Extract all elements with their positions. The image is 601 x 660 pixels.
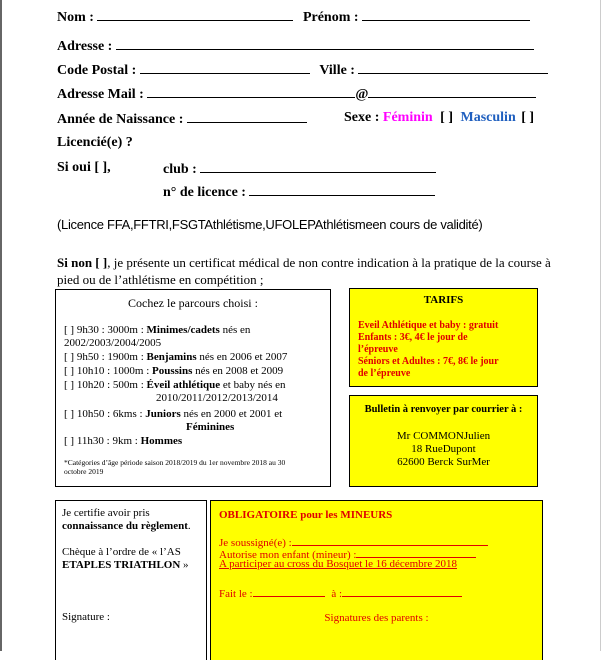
bulletin-street: 18 RueDupont <box>411 443 476 455</box>
tarifs-line: Eveil Athlétique et baby : gratuit <box>358 320 499 331</box>
si-oui-checkbox[interactable]: Si oui [ ], <box>57 160 111 175</box>
mail-field-user[interactable] <box>147 85 355 98</box>
mail-row <box>57 85 536 103</box>
mail-field-domain[interactable] <box>368 85 536 98</box>
enfant-field[interactable] <box>356 546 476 558</box>
certif-line1: Je certifie avoir pris <box>62 507 150 519</box>
mail-label: Adresse Mail : <box>57 87 144 102</box>
parcours-item-line2: Féminines <box>186 421 235 433</box>
parcours-item[interactable]: [ ] 9h30 : 3000m : Minimes/cadets nés en <box>64 324 251 336</box>
parcours-item[interactable]: [ ] 9h50 : 1900m : Benjamins nés en 2006 et 2007 <box>64 351 288 363</box>
si-non-checkbox[interactable]: Si non [ ] <box>57 255 108 270</box>
tarifs-line: Enfants : 3€, 4€ le jour de <box>358 332 468 343</box>
mineurs-line3: A participer au cross du Bosquet le 16 décembre 2018 <box>219 558 457 570</box>
fait-le-label: Fait le : <box>219 588 253 600</box>
ville-field[interactable] <box>358 61 548 74</box>
page-edge-left <box>0 0 2 651</box>
sexe-row <box>344 110 534 126</box>
bulletin-city: 62600 Berck SurMer <box>397 456 490 468</box>
at-sign: @ <box>355 87 369 102</box>
nom-label: Nom : <box>57 10 94 25</box>
certif-line2-row <box>62 520 191 532</box>
sexe-label: Sexe : <box>344 110 380 125</box>
parcours-note-line1: *Catégories d’âge période saison 2018/2019 du 1er novembre 2018 au 30 <box>64 458 286 467</box>
licence-num-field[interactable] <box>249 183 435 196</box>
code-postal-field[interactable] <box>140 61 310 74</box>
mineurs-box <box>210 500 543 660</box>
prenom-field[interactable] <box>362 8 530 21</box>
parcours-item[interactable]: [ ] 10h20 : 500m : Éveil athlétique et baby nés en <box>64 379 286 391</box>
bulletin-title: Bulletin à renvoyer par courrier à : <box>364 404 523 415</box>
adresse-row <box>57 37 534 55</box>
nom-row <box>57 8 530 26</box>
parcours-item-line2: 2010/2011/2012/2013/2014 <box>156 392 278 404</box>
tarifs-line: l’épreuve <box>358 344 398 355</box>
ville-label: Ville : <box>319 63 355 78</box>
prenom-label: Prénom : <box>302 10 359 25</box>
certif-line2: connaissance du règlement <box>62 520 188 532</box>
club-label: club : <box>163 162 197 177</box>
tarifs-line: Séniors et Adultes : 7€, 8€ le jour <box>358 356 499 367</box>
bulletin-box <box>349 395 538 487</box>
tarifs-box <box>349 288 538 387</box>
licence-num-label: n° de licence : <box>163 185 246 200</box>
fait-le-row <box>219 585 462 600</box>
code-postal-label: Code Postal : <box>57 63 137 78</box>
parcours-item[interactable]: [ ] 10h50 : 6kms : Juniors nés en 2000 et 2001 et <box>64 408 283 420</box>
feminin-label: Féminin <box>382 110 433 125</box>
masculin-checkbox[interactable]: [ ] <box>521 110 535 125</box>
annee-row <box>57 110 307 128</box>
signatures-parents: Signatures des parents : <box>324 612 429 624</box>
nom-field[interactable] <box>97 8 293 21</box>
licence-row <box>163 183 435 201</box>
parcours-note-line2: octobre 2019 <box>64 467 104 476</box>
annee-field[interactable] <box>187 110 307 123</box>
cheque-line2: ETAPLES TRIATHLON <box>62 559 181 571</box>
parcours-title: Cochez le parcours choisi : <box>128 296 258 310</box>
a-field[interactable] <box>342 585 462 597</box>
adresse-label: Adresse : <box>57 39 113 54</box>
club-row <box>163 160 436 178</box>
parcours-box <box>55 289 331 487</box>
tarifs-title: TARIFS <box>423 294 464 306</box>
si-non-text2: pied ou de l’athlétisme en compétition ; <box>57 272 264 287</box>
cp-ville-row <box>57 61 548 79</box>
parcours-item[interactable]: [ ] 10h10 : 1000m : Poussins nés en 2008 et 2009 <box>64 365 284 377</box>
certif-period: . <box>187 520 191 532</box>
si-non-line1 <box>57 255 551 271</box>
a-label: à : <box>331 588 343 600</box>
autorise-label: Autorise mon enfant (mineur) : <box>219 549 357 561</box>
cheque-line2-row <box>62 559 189 571</box>
certif-box <box>55 500 207 660</box>
fait-le-field[interactable] <box>253 585 325 597</box>
soussigne-field[interactable] <box>292 534 488 546</box>
licence-note: (Licence FFA,FFTRI,FSGTAthlétisme,UFOLEPAthlétismeen cours de validité) <box>57 217 483 232</box>
annee-label: Année de Naissance : <box>57 112 184 127</box>
parcours-item-line2: 2002/2003/2004/2005 <box>64 337 162 349</box>
tarifs-line: de l’épreuve <box>358 368 411 379</box>
masculin-label: Masculin <box>460 110 516 125</box>
parcours-item[interactable]: [ ] 11h30 : 9km : Hommes <box>64 435 183 447</box>
cheque-line1: Chèque à l’ordre de « l’AS <box>62 546 181 558</box>
cheque-line2-end: » <box>180 559 189 571</box>
si-non-text1: , je présente un certificat médical de non contre indication à la pratique de la course à <box>107 255 551 270</box>
soussigne-label: Je soussigné(e) : <box>219 537 292 549</box>
bulletin-name: Mr COMMONJulien <box>396 430 491 442</box>
licencie-label: Licencié(e) ? <box>57 135 133 150</box>
adresse-field[interactable] <box>116 37 534 50</box>
signature-label: Signature : <box>62 611 110 623</box>
mineurs-title: OBLIGATOIRE pour les MINEURS <box>219 509 393 521</box>
club-field[interactable] <box>200 160 436 173</box>
feminin-checkbox[interactable]: [ ] <box>440 110 453 125</box>
